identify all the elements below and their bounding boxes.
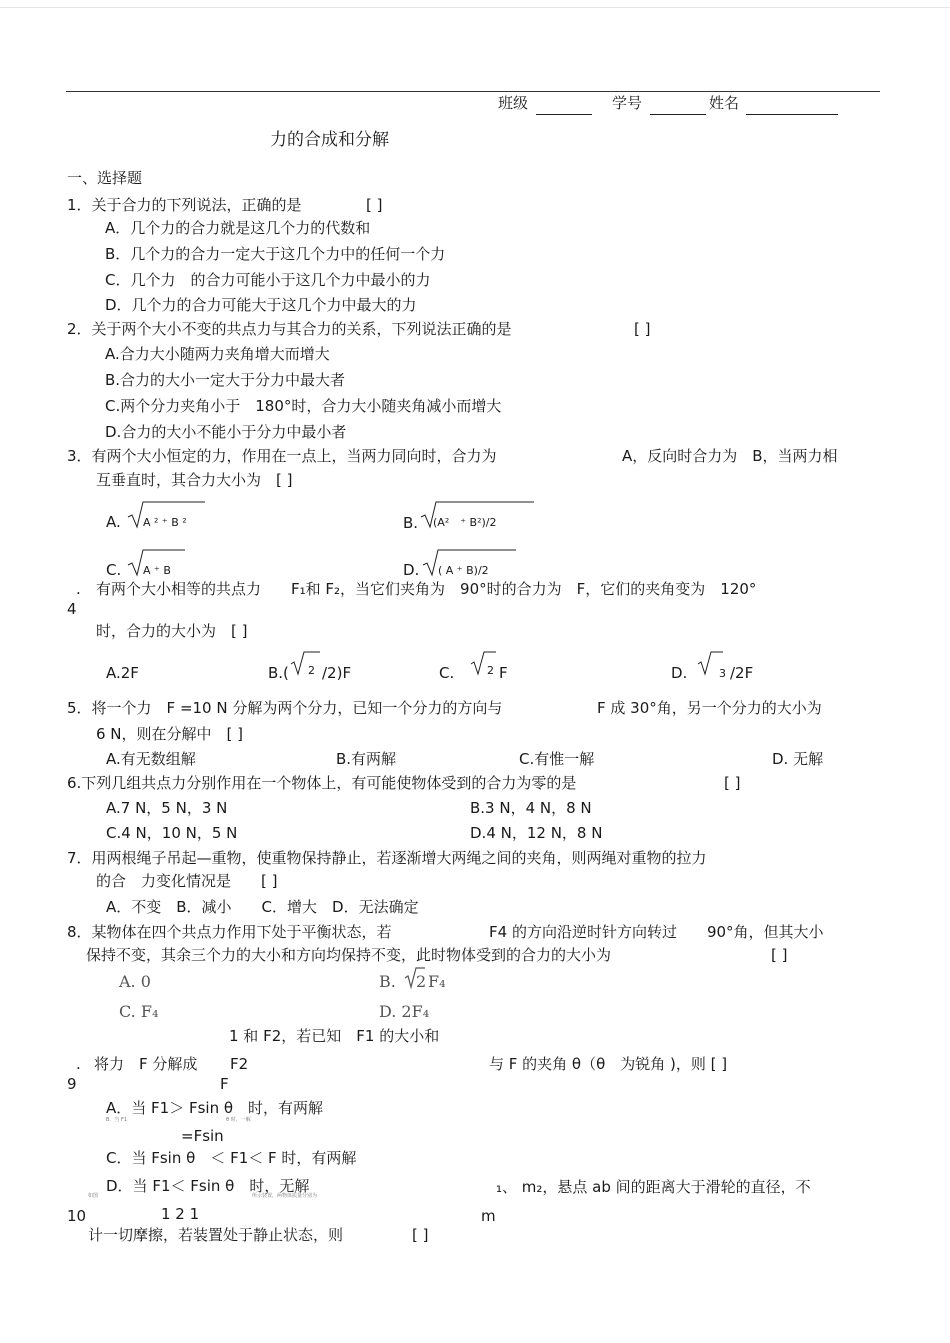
q4-option-c-post: F	[499, 664, 508, 682]
page-top-border	[0, 7, 950, 8]
q4-dot: .	[76, 580, 81, 598]
q9-f2: F2	[230, 1055, 249, 1073]
radical-sign-icon	[290, 650, 322, 680]
q9-option-d: D．当 F1＜ Fsin θ 时，无解	[106, 1177, 310, 1195]
q4-option-d-radicand: 3	[719, 667, 726, 680]
q8-stem-line1-cont: F4 的方向沿逆时针方向转过 90°角，但其大小	[489, 923, 824, 941]
q9-number: 9	[67, 1075, 77, 1093]
q3-option-d-expr: ( A ⁺ B)/2	[438, 564, 489, 577]
student-id-field[interactable]	[650, 114, 706, 115]
q3-option-a-expr: A ² ⁺ B ²	[143, 516, 187, 529]
q3-option-c-label: C.	[106, 561, 122, 579]
q10-number: 10	[67, 1207, 87, 1225]
q10-subscripts: 1 2 1	[161, 1205, 200, 1223]
q9-stem-part2: 与 F 的夹角 θ（θ 为锐角 )，则 [ ]	[489, 1055, 728, 1073]
q9-option-a: A．当 F1＞ Fsin θ 时，有两解	[106, 1099, 324, 1117]
q9-option-c: C．当 Fsin θ ＜ F1＜ F 时，有两解	[106, 1149, 357, 1167]
q6-answer-bracket[interactable]: [ ]	[724, 774, 741, 792]
q9-dot: .	[76, 1055, 81, 1073]
q4-stem-line1: 有两个大小相等的共点力 F₁和 F₂，当它们夹角为 90°时的合力为 F，它们的夹角变为 120°	[96, 580, 757, 598]
q4-option-a: A.2F	[106, 664, 139, 682]
q7-options: A．不变 B．减小 C．增大 D．无法确定	[106, 898, 419, 916]
q10-faint-fig: 如图	[88, 1193, 99, 1199]
q4-option-d-pre: D.	[671, 664, 688, 682]
q4-option-c-pre: C.	[439, 664, 455, 682]
q8-option-b-radicand: 2	[416, 972, 427, 991]
q4-stem-line2: 时，合力的大小为 [ ]	[96, 622, 248, 640]
section-heading: 一、选择题	[67, 169, 143, 187]
q8-option-c: C. F₄	[119, 1002, 159, 1021]
q3-stem-line2: 互垂直时，其合力大小为 [ ]	[96, 471, 293, 489]
q3-option-c-expr: A ⁺ B	[143, 564, 171, 577]
q9-stem-part1: 将力 F 分解成	[94, 1055, 198, 1073]
q8-answer-bracket[interactable]: [ ]	[771, 946, 788, 964]
q2-option-c: C.两个分力夹角小于 180°时，合力大小随夹角减小而增大	[105, 397, 502, 415]
q2-option-b: B.合力的大小一定大于分力中最大者	[105, 371, 346, 389]
page-title: 力的合成和分解	[270, 130, 389, 150]
q4-option-d-post: /2F	[730, 664, 754, 682]
q1-answer-bracket[interactable]: [ ]	[366, 196, 383, 214]
q7-stem-line1: 7．用两根绳子吊起—重物，使重物保持静止，若逐渐增大两绳之间的夹角，则两绳对重物的拉力	[67, 849, 707, 867]
q6-option-a: A.7 N，5 N，3 N	[106, 799, 228, 817]
q2-option-a: A.合力大小随两力夹角增大而增大	[105, 345, 330, 363]
q4-option-b-pre: B.(	[268, 664, 289, 682]
q3-option-d-label: D.	[403, 561, 420, 579]
q5-option-d: D. 无解	[772, 750, 824, 768]
q3-stem-line1: 3．有两个大小恒定的力，作用在一点上，当两力同向时，合力为	[67, 447, 497, 465]
q10-stem-fragment: ₁、 m₂，悬点 ab 间的距离大于滑轮的直径，不	[496, 1178, 811, 1196]
q6-option-d: D.4 N，12 N，8 N	[470, 824, 603, 842]
q1-option-d: D．几个力的合力可能大于这几个力中最大的力	[105, 296, 417, 314]
q4-number: 4	[67, 600, 77, 618]
q5-option-b: B.有两解	[336, 750, 397, 768]
q8-option-a: A. 0	[119, 972, 151, 991]
name-field[interactable]	[746, 114, 838, 115]
q1-option-b: B．几个力的合力一定大于这几个力中的任何一个力	[105, 245, 446, 263]
q5-stem-line1-cont: F 成 30°角，另一个分力的大小为	[597, 699, 822, 717]
q2-stem: 2．关于两个大小不变的共点力与其合力的关系，下列说法正确的是	[67, 320, 512, 338]
q10-faint-text: 所示装置，两物体质量分别为	[252, 1193, 318, 1199]
q5-option-a: A.有无数组解	[106, 750, 196, 768]
q4-option-c-radicand: 2	[487, 664, 494, 677]
q10-answer-bracket[interactable]: [ ]	[412, 1226, 429, 1244]
student-id-label: 学号	[612, 94, 643, 112]
q9-fragment-line: 1 和 F2，若已知 F1 的大小和	[229, 1027, 440, 1045]
q8-stem-line2: 保持不变，其余三个力的大小和方向均保持不变，此时物体受到的合力的大小为	[86, 946, 612, 964]
q9-option-b-fragment: =Fsin	[181, 1127, 224, 1145]
q6-option-b: B.3 N，4 N，8 N	[470, 799, 592, 817]
q10-m: m	[481, 1207, 496, 1225]
q6-option-c: C.4 N，10 N，5 N	[106, 824, 238, 842]
q1-option-a: A．几个力的合力就是这几个力的代数和	[105, 219, 371, 237]
q6-stem: 6.下列几组共点力分别作用在一个物体上，有可能使物体受到的合力为零的是	[67, 774, 577, 792]
q9-f: F	[220, 1075, 229, 1093]
header-rule	[66, 91, 880, 92]
q10-stem: 计一切摩擦，若装置处于静止状态，则	[88, 1226, 344, 1244]
class-label: 班级	[498, 94, 529, 112]
name-label: 姓名	[709, 94, 740, 112]
q4-option-b-radicand: 2	[308, 664, 315, 677]
q8-option-b-post: F₄	[428, 972, 446, 991]
q8-stem-line1: 8．某物体在四个共点力作用下处于平衡状态，若	[67, 923, 392, 941]
q2-option-d: D.合力的大小不能小于分力中最小者	[105, 423, 347, 441]
q9-option-b-faint-end: θ 时，一解	[226, 1117, 251, 1123]
q9-option-b-faint: B．当 F1	[106, 1117, 128, 1123]
q8-option-b-pre: B.	[379, 972, 396, 991]
q1-option-c: C．几个力 的合力可能小于这几个力中最小的力	[105, 271, 431, 289]
q2-answer-bracket[interactable]: [ ]	[634, 320, 651, 338]
q1-stem: 1．关于合力的下列说法，正确的是	[67, 196, 302, 214]
q5-option-c: C.有惟一解	[519, 750, 595, 768]
q3-option-b-label: B.	[403, 514, 419, 532]
q7-stem-line2: 的合 力变化情况是 [ ]	[96, 872, 278, 890]
q5-stem-line1: 5．将一个力 F =10 N 分解为两个分力，已知一个分力的方向与	[67, 699, 503, 717]
q3-stem-line1-cont: A，反向时合力为 B，当两力相	[622, 447, 838, 465]
q4-option-b-post: /2)F	[322, 664, 352, 682]
q3-option-a-label: A.	[106, 513, 121, 531]
q3-option-b-expr: (A² ⁺ B²)/2	[433, 516, 497, 529]
q8-option-d: D. 2F₄	[379, 1002, 430, 1021]
class-field[interactable]	[536, 114, 592, 115]
q5-stem-line2: 6 N，则在分解中 [ ]	[96, 725, 244, 743]
